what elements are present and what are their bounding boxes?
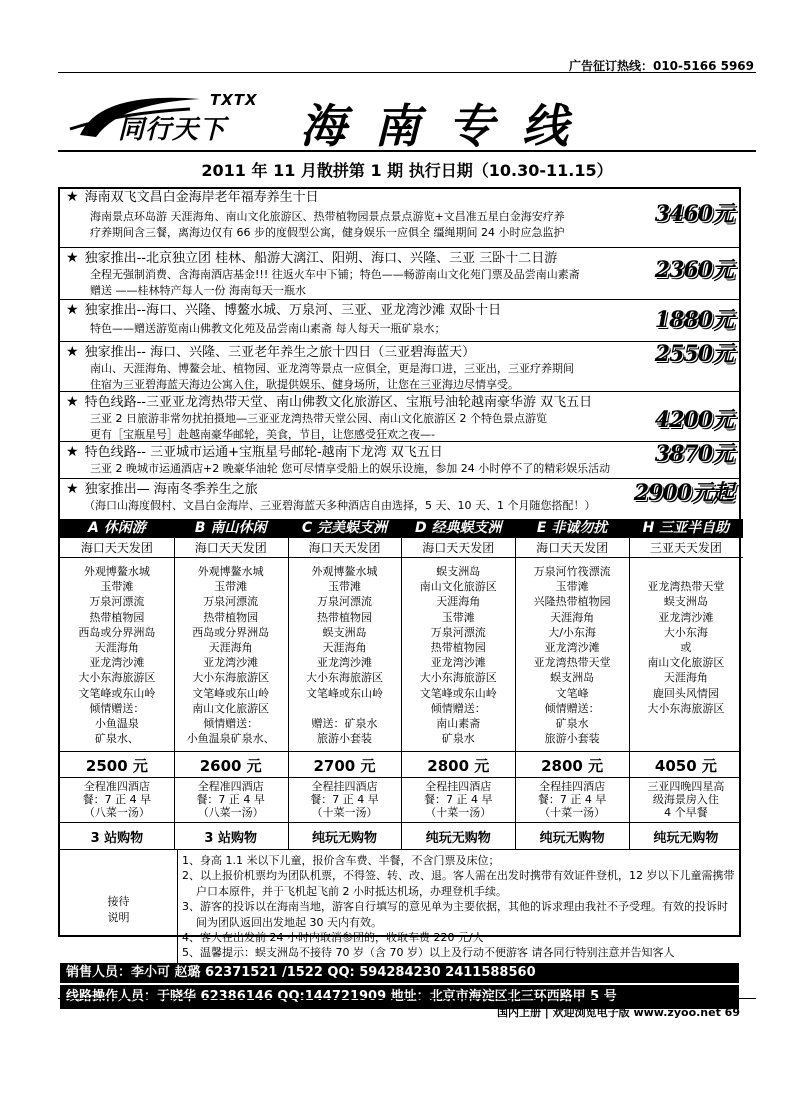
package-column [174,519,288,746]
route-price: 1880元 [654,307,733,333]
route-price: 2360元 [654,257,733,283]
ad-hotline: 广告征订热线：010-5166 5969 [568,59,754,73]
route-title: 海南双飞文昌白金海岸老年福寿养生十日 [84,190,319,205]
package-shopping: 纯玩无购物 [539,831,605,846]
package-spots: 蜈支洲岛 南山文化旅游区 天涯海角 玉带滩 万泉河漂流 热带植物园 亚龙湾沙滩 大小东海旅游区 文笔峰或东山岭 倾情赠送： 南山素斋 矿泉水 [419,565,497,746]
route-desc: 赠送 ——桂林特产每人一份 海南每天一瓶水 [90,284,306,297]
route-desc: 全程无强制消费、含海南酒店基金!!! 往返火车中下铺；特色——畅游南山文化苑门票及品尝南山素斋 [90,268,580,281]
note-item: 4、客人在出发前 24 小时内取消参团的，收取车费 220 元/人 [182,931,484,945]
route-price: 3460元 [654,201,733,227]
package-column [401,519,515,746]
route-desc: 更有［宝瓶星号］赴越南豪华邮轮，美食，节目，让您感受狂欢之夜—- [90,428,435,441]
route-table [58,187,741,1004]
package-name: A 休闲游 [60,519,174,538]
package-price: 2800 元 [427,757,490,775]
column-divider [174,519,175,849]
note-item: 1、身高 1.1 米以下儿童，报价含车费、半餐，不含门票及床位； [182,854,500,867]
package-column [515,519,629,746]
column-divider [629,519,630,849]
note-item: 3、游客的投诉以在海南当地，游客自行填写的意见单为主要依据，其他的诉求理由我社不予受理。有效的投诉时间为团队返回出发地起 30 天内有效。 [182,900,728,929]
notes-list [178,853,737,961]
row-divider [60,822,739,823]
top-divider [58,72,756,73]
route-row [60,342,739,392]
route-title: 独家推出--海口、兴隆、博鳌水城、万泉河、三亚、亚龙湾沙滩 双卧十日 [84,303,502,318]
star-icon: ★ [66,394,79,410]
sales-contact: 销售人员：李小可 赵璐 62371521 /1522 QQ: 594284230 2411588560 [60,963,739,983]
package-departure: 海口天天发团 [174,538,288,558]
title-divider [58,150,756,152]
package-departure: 海口天天发团 [60,538,174,558]
route-row [60,300,739,342]
star-icon: ★ [66,444,79,460]
route-price: 4200元 [654,407,733,433]
package-name: H 三亚半自助 [629,519,743,538]
package-column [288,519,402,746]
package-shopping: 纯玩无购物 [425,831,491,846]
note-item: 5、温馨提示：蜈支洲岛不接待 70 岁（含 70 岁）以上及行动不便游客 请各同行特别注意并告知客人 [182,946,675,960]
package-hotel: 全程准四酒店 餐：7 正 4 早 （八菜一汤） [196,780,265,819]
column-divider [401,519,402,849]
package-price: 2600 元 [199,757,262,775]
package-shopping: 3 站购物 [90,831,144,846]
route-title: 独家推出— 海南冬季养生之旅 [84,482,258,497]
package-shopping: 3 站购物 [204,831,257,846]
route-desc: 特色——赠送游览南山佛教文化苑及品尝南山素斋 每人每天一瓶矿泉水； [90,322,446,335]
column-divider [515,519,516,849]
package-name: E 非诚勿扰 [515,519,629,538]
package-shopping: 纯玩无购物 [653,831,719,846]
row-divider [60,849,739,850]
package-spots: 万泉河竹筏漂流 玉带滩 兴隆热带植物园 天涯海角 大/小东海 亚龙湾沙滩 亚龙湾热带天堂 蜈支洲岛 文笔峰 倾情赠送： 矿泉水 旅游小套装 [533,565,611,746]
package-price: 2500 元 [85,757,148,775]
package-spots: 亚龙湾热带天堂 蜈支洲岛 亚龙湾沙滩 大小东海 或 南山文化旅游区 天涯海角 鹿回头风情园 大小东海旅游区 [647,580,725,715]
route-row [60,479,739,519]
route-row [60,248,739,300]
note-item: 2、以上报价机票均为团队机票，不得签、转、改、退。客人需在出发时携带有效证件登机，12 岁以下儿童需携带户口本原件，并于飞机起飞前 2 小时抵达机场，办理登机手续。 [182,869,735,898]
brand-logo [60,85,290,145]
route-desc: 三亚 2 晚城市运通酒店+2 晚豪华油轮 您可尽情享受船上的娱乐设施，参加 24 小时停不了的精彩娱乐活动 [90,462,611,475]
notes-label: 接待 说明 [107,895,130,924]
package-name: B 南山休闲 [174,519,288,538]
column-divider [288,519,289,849]
package-spots: 外观博鳌水城 玉带滩 万泉河漂流 热带植物园 西岛或分界洲岛 天涯海角 亚龙湾沙滩 大小东海旅游区 文笔峰或东山岭 南山文化旅游区 倾情赠送： 小鱼温泉矿泉水、 [186,565,275,746]
package-hotel: 全程挂四酒店 餐：7 正 4 早 （十菜一汤） [310,780,379,819]
package-price: 4050 元 [654,757,717,775]
brand-name-cn: 同行天下 [118,115,227,145]
route-title: 特色线路-- 三亚城市运通+宝瓶星号邮轮-越南下龙湾 双飞五日 [84,445,443,460]
route-desc: 住宿为三亚碧海蓝天海边公寓入住，耿提供娱乐、健身场所，让您在三亚海边尽情享受。 [90,378,519,391]
route-title: 独家推出-- 海口、兴隆、三亚老年养生之旅十四日（三亚碧海蓝天） [84,345,476,360]
star-icon: ★ [66,481,79,497]
row-divider [60,751,739,752]
package-shopping: 纯玩无购物 [311,831,377,846]
row-divider [60,777,739,778]
footer-text: 国内上册 | 欢迎浏览电子版 www.zyoo.net 69 [496,1006,740,1019]
route-title: 特色线路--三亚亚龙湾热带天堂、南山佛教文化旅游区、宝瓶号油轮越南豪华游 双飞五日 [84,395,593,410]
star-icon: ★ [66,344,79,360]
route-price: 3870元 [654,441,733,467]
route-row [60,442,739,479]
route-desc: 疗养期间含三餐，离海边仅有 66 步的度假型公寓，健身娱乐一应俱全 缰绳期间 24 小时应急监护 [90,226,565,239]
route-desc: （海口山海度假村、文昌白金海岸、三亚碧海蓝天多种酒店自由选择，5 天、10 天、1 个月随您搭配！） [84,499,596,512]
package-name: C 完美蜈支洲 [288,519,402,538]
package-departure: 海口天天发团 [288,538,402,558]
package-spots: 外观博鳌水城 玉带滩 万泉河漂流 热带植物园 蜈支洲岛 天涯海角 亚龙湾沙滩 大小东海旅游区 文笔峰或东山岭 赠送：矿泉水 旅游小套装 [305,565,383,746]
star-icon: ★ [66,250,79,266]
package-hotel: 全程挂四酒店 餐：7 正 4 早 （十菜一汤） [424,780,493,819]
star-icon: ★ [66,189,79,205]
route-title: 独家推出--北京独立团 桂林、船游大漓江、阳朔、海口、兴隆、三亚 三卧十二日游 [84,251,558,266]
package-column [60,519,174,746]
package-price: 2700 元 [313,757,376,775]
package-hotel: 三亚四晚四星高 级海景房入住 4 个早餐 [647,780,725,819]
route-row [60,392,739,442]
route-price: 2550元 [654,341,733,367]
page-title: 海南专线 [300,99,596,153]
issue-subtitle: 2011 年 11 月散拼第 1 期 执行日期（10.30-11.15） [201,161,613,180]
package-departure: 海口天天发团 [515,538,629,558]
route-desc: 南山、天涯海角、博鳌会址、植物园、亚龙湾等景点一应俱全，更是海口进，三亚出，三亚疗养期间 [90,362,574,375]
operations-contact: 线路操作人员：于晓华 62386146 QQ:144721909 地址：北京市海淀区北三环西路甲 5 号 [60,985,739,1009]
brand-name-en: TXTX [210,91,258,109]
package-hotel: 全程准四酒店 餐：7 正 4 早 （八菜一汤） [82,780,152,819]
route-desc: 海南景点环岛游 天涯海角、南山文化旅游区、热带植物园景点景点游览+文昌准五星白金海安疗养 [90,210,565,223]
footer-divider [58,998,756,999]
package-price: 2800 元 [541,757,604,775]
package-departure: 三亚天天发团 [629,538,743,558]
package-hotel: 全程挂四酒店 餐：7 正 4 早 （十菜一汤） [537,780,607,819]
route-price: 2900元起 [633,480,733,506]
package-departure: 海口天天发团 [401,538,515,558]
route-row [60,189,739,248]
package-spots: 外观博鳌水城 玉带滩 万泉河漂流 热带植物园 西岛或分界洲岛 天涯海角 亚龙湾沙滩 大小东海旅游区 文笔峰或东山岭 倾情赠送： 小鱼温泉 矿泉水、 [78,565,156,746]
route-desc: 三亚 2 日旅游非常勿扰拍摄地—三亚亚龙湾热带天堂公园、南山文化旅游区 2 个特色景点游览 [90,412,547,425]
package-name: D 经典蜈支洲 [401,519,515,538]
star-icon: ★ [66,302,79,318]
package-column [629,519,743,716]
